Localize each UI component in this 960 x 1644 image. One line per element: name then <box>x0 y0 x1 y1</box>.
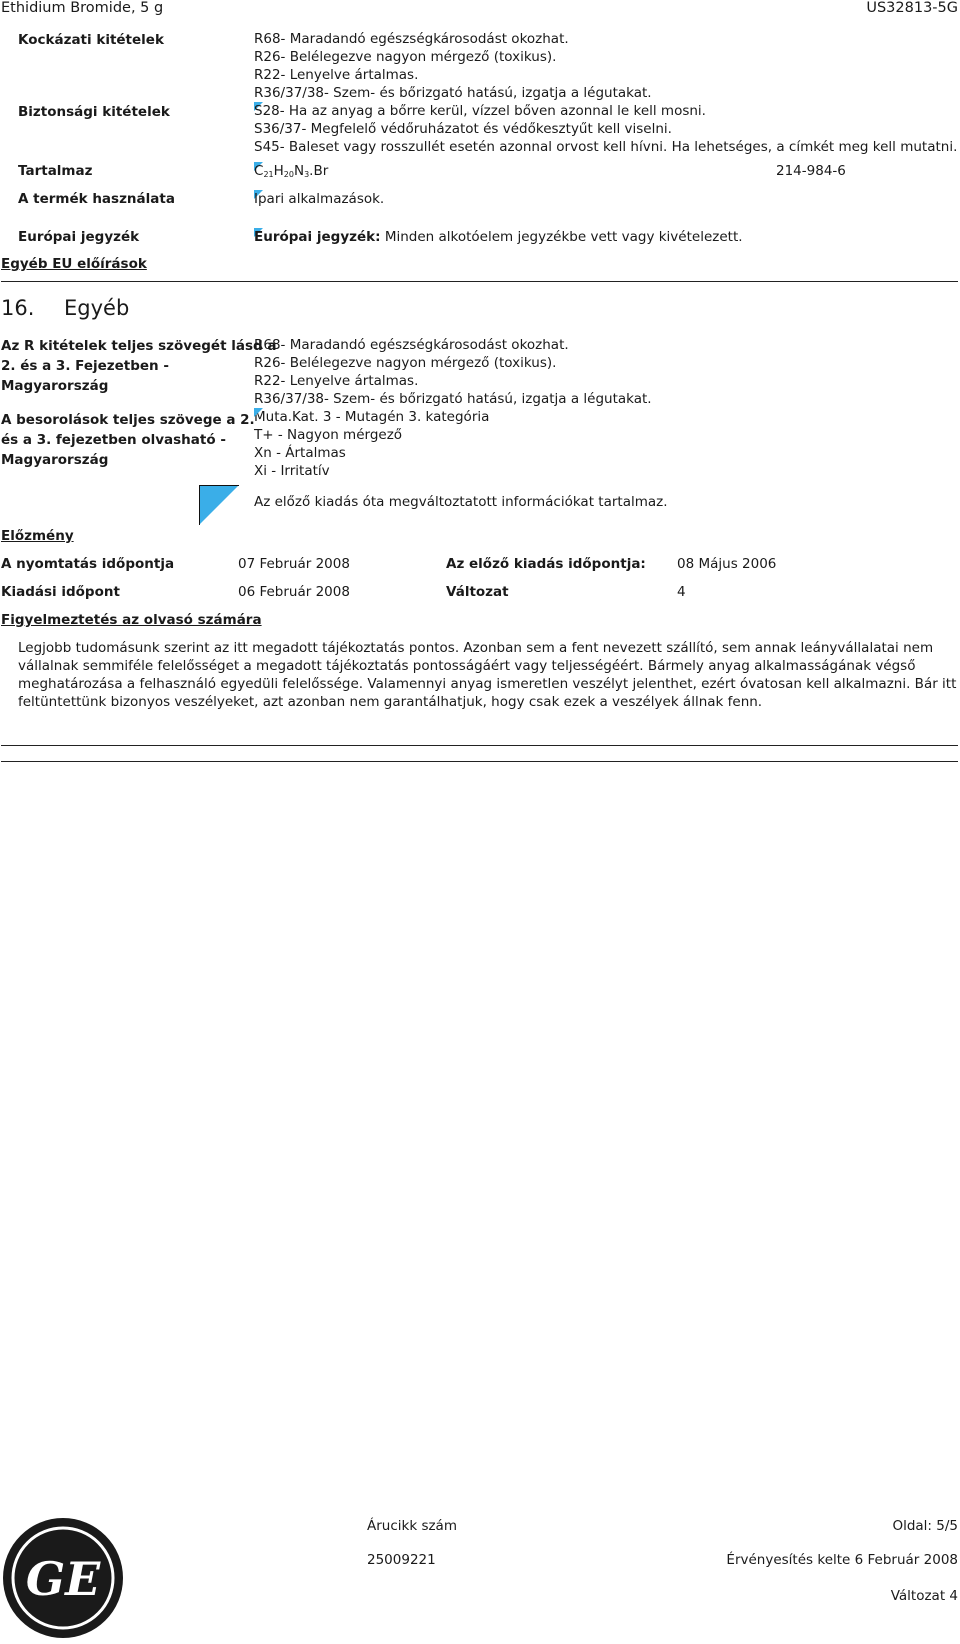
content-label: Tartalmaz <box>18 163 93 179</box>
disclaimer-text: Legjobb tudomásunk szerint az itt megadott tájékoztatás pontos. Azonban sem a fent nevezett szállító, sem annak leányvállalatai nem vállalnak semmiféle felelősséget a megadott tájékoztatás pontosságáért vagy teljességéért. Bármely anyag alkalmasságának végső meghatározása a felhasználó egyedüli felelőssége. Valamennyi anyag ismeretlen veszélyt jelenthet, ezért óvatosan kell alkalmazni. Bár itt feltüntettünk bizonyos veszélyeket, azt azonban nem garantálhatjuk, hogy csak ezek a veszélyek állnak fenn. <box>18 640 957 710</box>
product-name: Ethidium Bromide, 5 g <box>1 0 164 16</box>
ge-logo-icon <box>1 1516 125 1640</box>
risk-line: R22- Lenyelve ártalmas. <box>254 67 419 83</box>
ec-number: 214-984-6 <box>776 163 846 179</box>
chemical-formula: $C_{21}H_{20}N_3.Br$ <box>254 163 329 179</box>
classification-reference-label: A besorolások teljes szövege a 2. és a 3. fejezetben olvasható - Magyarország <box>1 412 255 468</box>
phrase-line: R22- Lenyelve ártalmas. <box>254 373 419 389</box>
r-phrases-reference-label: Az R kitételek teljes szövegét lásd a 2. és a 3. Fejezetben - Magyarország <box>1 338 277 394</box>
issue-date-label: Kiadási időpont <box>1 584 120 600</box>
product-code: US32813-5G <box>866 0 958 16</box>
section-number: 16. <box>1 296 35 320</box>
section-title: Egyéb <box>64 296 130 320</box>
change-note: Az előző kiadás óta megváltoztatott információkat tartalmaz. <box>254 494 668 510</box>
issue-date: 06 Február 2008 <box>238 584 350 600</box>
print-date-label: A nyomtatás időpontja <box>1 556 175 572</box>
previous-edition-date: 08 Május 2006 <box>677 556 777 572</box>
risk-line: R26- Belélegezve nagyon mérgező (toxikus). <box>254 49 557 65</box>
previous-edition-label: Az előző kiadás időpontja: <box>446 556 646 572</box>
safety-line: S28- Ha az anyag a bőrre kerül, vízzel bőven azonnal le kell mosni. <box>254 103 706 119</box>
risk-line: R68- Maradandó egészségkárosodást okozhat. <box>254 31 569 47</box>
phrase-line: Muta.Kat. 3 - Mutagén 3. kategória <box>254 409 490 425</box>
change-indicator-icon <box>199 485 239 525</box>
section16-phrases-list <box>254 336 652 480</box>
disclaimer-label: Figyelmeztetés az olvasó számára <box>1 612 262 628</box>
safety-phrases-list <box>254 102 957 156</box>
validity-date: Érvényesítés kelte 6 Február 2008 <box>726 1552 958 1568</box>
version-value: 4 <box>677 584 686 600</box>
page-number: Oldal: 5/5 <box>892 1518 958 1534</box>
phrase-line: Xi - Irritatív <box>254 463 330 479</box>
change-marker-icon <box>254 408 263 417</box>
risk-phrases-list <box>254 30 652 102</box>
phrase-line: T+ - Nagyon mérgező <box>254 427 403 443</box>
history-label: Előzmény <box>1 528 74 544</box>
safety-phrases-label: Biztonsági kitételek <box>18 104 170 120</box>
safety-line: S45- Baleset vagy rosszullét esetén azonnal orvost kell hívni. Ha lehetséges, a címkét meg kell mutatni. <box>254 139 958 155</box>
ge-logo-text: GE <box>25 1552 101 1606</box>
eu-inventory-value: Európai jegyzék: Minden alkotóelem jegyzékbe vett vagy kivételezett. <box>254 229 743 245</box>
section-divider <box>1 281 958 282</box>
phrase-line: R26- Belélegezve nagyon mérgező (toxikus). <box>254 355 557 371</box>
phrase-line: R68- Maradandó egészségkárosodást okozhat. <box>254 337 569 353</box>
risk-line: R36/37/38- Szem- és bőrizgató hatású, izgatja a légutakat. <box>254 85 652 101</box>
risk-phrases-label: Kockázati kitételek <box>18 32 164 48</box>
article-number-label: Árucikk szám <box>367 1518 457 1534</box>
usage-value: Ipari alkalmazások. <box>254 191 385 207</box>
safety-line: S36/37- Megfelelő védőruházatot és védőkesztyűt kell viselni. <box>254 121 672 137</box>
end-divider <box>1 745 958 746</box>
eu-inventory-label: Európai jegyzék <box>18 229 140 245</box>
usage-label: A termék használata <box>18 191 175 207</box>
phrase-line: Xn - Ártalmas <box>254 445 346 461</box>
version-label: Változat <box>446 584 509 600</box>
other-eu-regulations-label: Egyéb EU előírások <box>1 256 147 272</box>
end-divider <box>1 761 958 762</box>
footer-version: Változat 4 <box>890 1588 958 1604</box>
article-number: 25009221 <box>367 1552 436 1568</box>
phrase-line: R36/37/38- Szem- és bőrizgató hatású, izgatja a légutakat. <box>254 391 652 407</box>
print-date: 07 Február 2008 <box>238 556 350 572</box>
